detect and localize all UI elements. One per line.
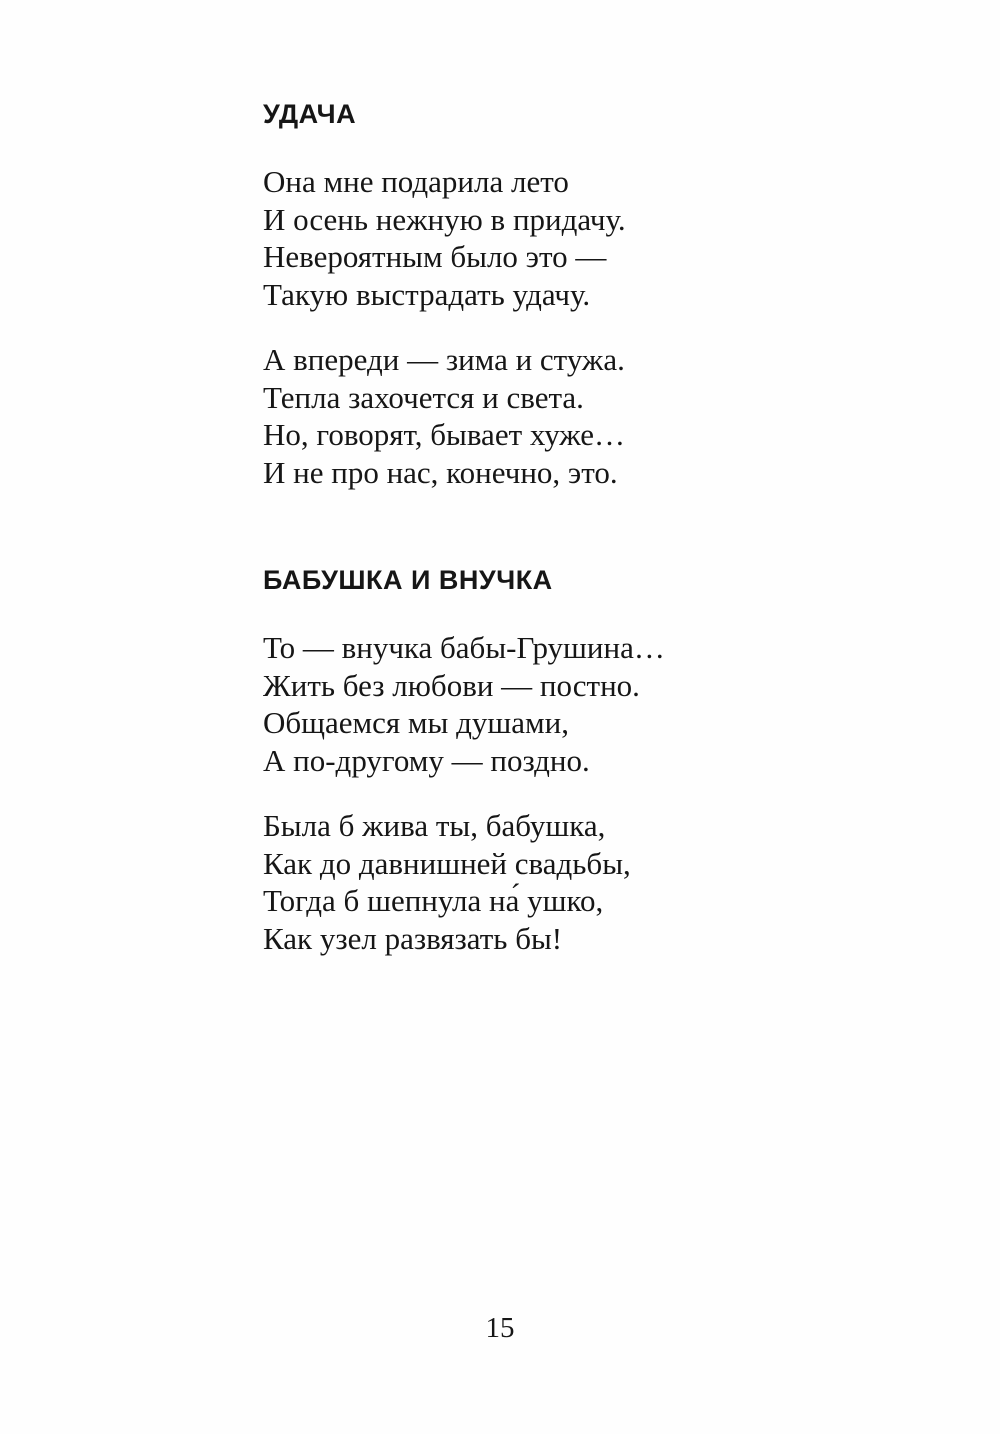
stanza [263, 807, 783, 957]
poem-title: БАБУШКА И ВНУЧКА [263, 565, 553, 595]
poem-line: И осень нежную в придачу. [263, 201, 626, 237]
poem-line: Общаемся мы душами, [263, 705, 569, 740]
poem-line: Была б жива ты, бабушка, [263, 808, 606, 843]
poem-line: И не про нас, конечно, это. [263, 454, 618, 490]
poem-line: Невероятным было это — [263, 239, 607, 274]
poem-line: Но, говорят, бывает хуже… [263, 417, 626, 452]
poem-line: Как узел развязать бы! [263, 920, 563, 956]
stanza [263, 629, 783, 779]
poem-udacha [263, 92, 783, 519]
poem-line: А по-другому — поздно. [263, 742, 590, 778]
poem-line: Тепла захочется и света. [263, 379, 584, 415]
poem-line: Как до давнишней свадьбы, [263, 845, 631, 881]
poem-line: Такую выстрадать удачу. [263, 276, 591, 312]
poem-babushka-i-vnuchka [263, 558, 783, 985]
poem-line: Она мне подарила лето [263, 164, 569, 199]
stanza [263, 163, 783, 313]
stanza [263, 341, 783, 491]
page-number: 15 [485, 1312, 515, 1344]
poem-line: Жить без любови — постно. [263, 667, 640, 703]
poem-line: То — внучка бабы-Грушина… [263, 630, 665, 665]
poem-line: Тогда б шепнула на́ ушко, [263, 883, 604, 918]
poem-title: УДАЧА [263, 99, 357, 129]
poem-line: А впереди — зима и стужа. [263, 342, 625, 377]
